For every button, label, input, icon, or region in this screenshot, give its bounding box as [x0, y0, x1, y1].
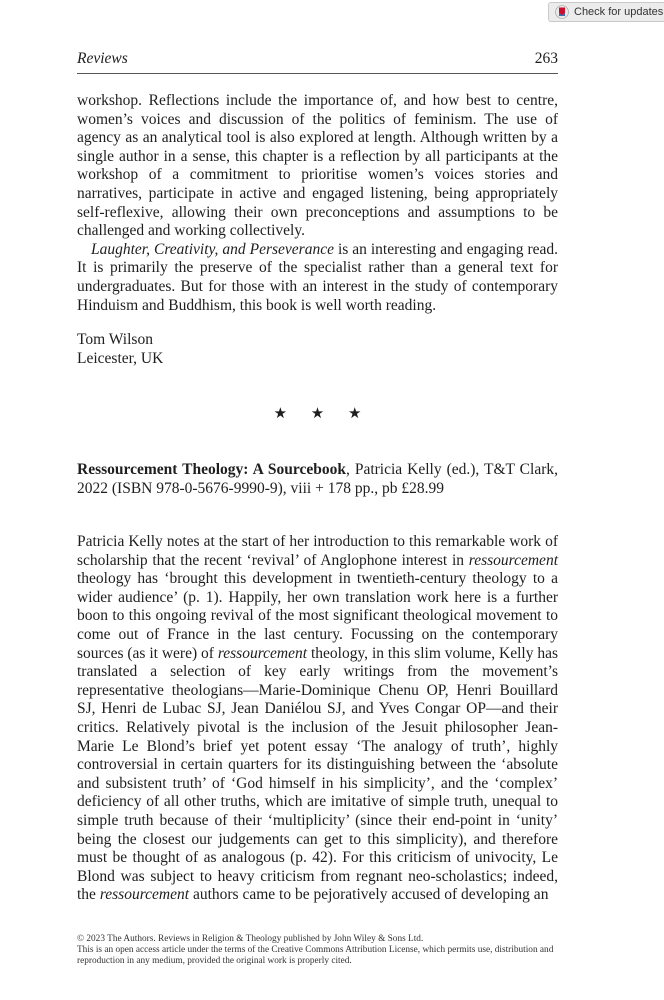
running-header [77, 50, 558, 74]
review-one-paragraph-continuation: workshop. Reflections include the importance of, and how best to centre, women’s voices and discussion of the politics of feminism. The use of agency as an analytical tool is also explored at length. Although written by a single author in a sense, this chapter is a reflection by all participants at the workshop of a commitment to prioritise women’s voices stories and narratives, participate in active and engaged listening, being appropriately self-reflexive, allowing their own preconceptions and assumptions to be challenged and working collectively. [77, 92, 558, 240]
review-two-paragraph: Patricia Kelly notes at the start of her introduction to this remarkable work of scholarship that the recent ‘revival’ of Anglophone interest in ressourcement theology has ‘brought this development in twentieth-century theology to a wider audience’ (p. 1). Happily, her own translation work here is a further boon to this ongoing revival of the most significant theological movement to come out of France in the last century. Focussing on the contemporary sources (as it were) of ressourcement theology, in this slim volume, Kelly has translated a selection of key early writings from the movement’s representative theologians—Marie-Dominique Chenu OP, Henri Bouillard SJ, Henri de Lubac SJ, Jean Daniélou SJ, and Yves Congar OP—and their critics. Relatively pivotal is the inclusion of the Jesuit philosopher Jean-Marie Le Blond’s brief yet potent essay ‘The analogy of truth’, highly controversial in certain quarters for its distinguishing between the ‘absolute and subsistent truth’ of ‘God himself in his simplicity’, and the ‘complex’ deficiency of all other truths, which are imitative of simple truth, unequal to simple truth because of their ‘multiplicity’ (since their end-point in ‘unity’ being the closest our judgements can get to this simplicity), and therefore must be thought of as analogous (p. 42). For this criticism of univocity, Le Blond was subject to heavy criticism from regnant neo-scholastics; indeed, the ressourcement authors came to be pejoratively accused of developing an [77, 533, 559, 904]
copyright-footer [77, 934, 567, 967]
review-one-paragraph-conclusion [77, 241, 558, 315]
separator-star: ★ [347, 406, 362, 422]
reviewer-name: Tom Wilson [77, 331, 153, 348]
reviewer-signature [77, 331, 558, 368]
review-one-body [77, 92, 558, 315]
review-two-body [77, 533, 558, 905]
check-for-updates-button[interactable] [548, 2, 664, 22]
reviewer-location: Leicester, UK [77, 349, 164, 367]
reviewed-book-title: Laughter, Creativity, and Perseverance [91, 240, 334, 258]
separator-star: ★ [310, 406, 325, 422]
section-separator [77, 404, 558, 423]
review-two-book-title: Ressourcement Theology: A Sourcebook [77, 461, 346, 478]
license-note: This is an open access article under the terms of the Creative Commons Attribution License, which permits use, distribution and reproduction in any medium, provided the original work is properly cited. [77, 945, 554, 966]
copyright-line: © 2023 The Authors. Reviews in Religion & Theology published by John Wiley & Sons Ltd. [77, 934, 424, 944]
page-number: 263 [534, 50, 558, 67]
review-two-book-details: , Patricia Kelly (ed.), T&T Clark, 2022 (ISBN 978-0-5676-9990-9), viii + 178 pp., pb £28.99 [77, 461, 558, 497]
conclusion-text: is an interesting and engaging read. It is primarily the preserve of the specialist rather than a general text for undergraduates. But for those with an interest in the study of contemporary Hinduism and Buddhism, this book is well worth reading. [77, 240, 558, 314]
crossmark-icon [555, 5, 569, 19]
review-two-citation [77, 461, 558, 498]
check-for-updates-label: Check for updates [574, 6, 664, 18]
separator-star: ★ [273, 406, 288, 422]
section-title: Reviews [77, 50, 128, 67]
